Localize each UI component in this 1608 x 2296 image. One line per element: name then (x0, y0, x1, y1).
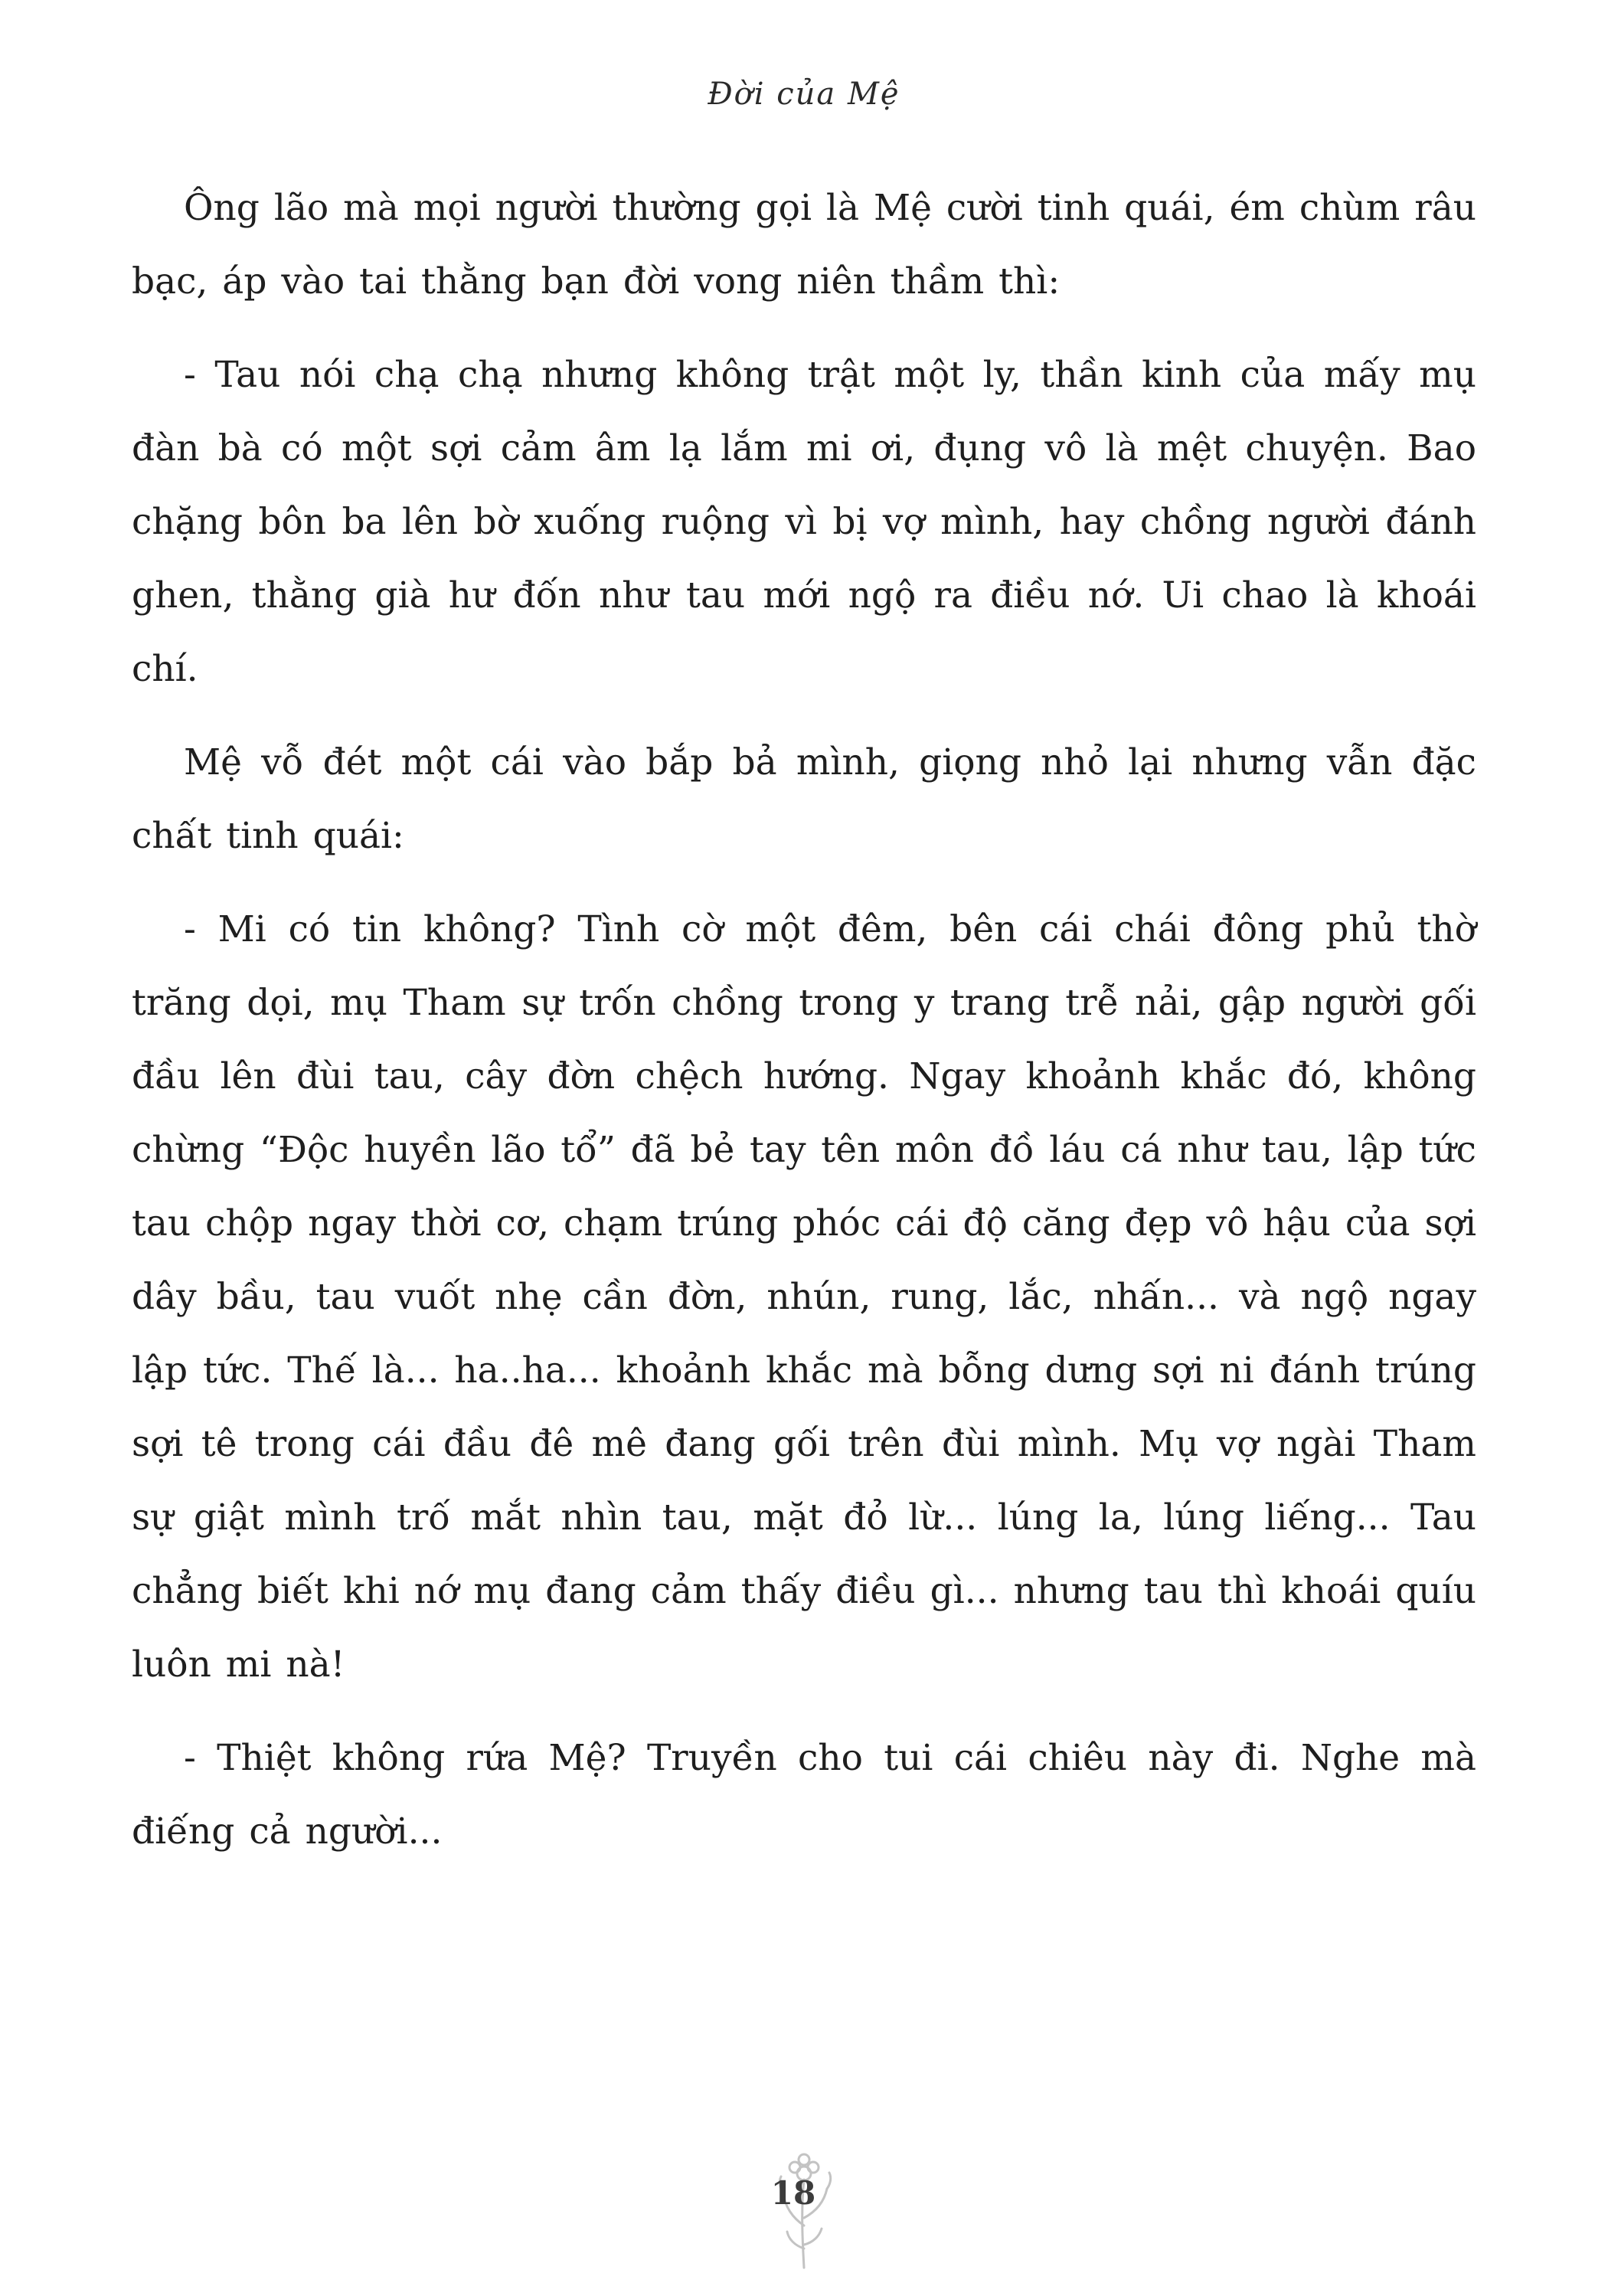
paragraph: Mệ vỗ đét một cái vào bắp bả mình, giọng nhỏ lại nhưng vẫn đặc chất tinh quái: (132, 741, 1476, 857)
paragraph: Ông lão mà mọi người thường gọi là Mệ cười tinh quái, ém chùm râu bạc, áp vào tai thằng bạn đời vong niên thầm thì: (132, 187, 1476, 303)
page-body (132, 172, 1476, 1869)
paragraph: - Thiệt không rứa Mệ? Truyền cho tui cái chiêu này đi. Nghe mà điếng cả người... (132, 1737, 1476, 1853)
page-footer (0, 2141, 1608, 2271)
paragraph: - Tau nói chạ chạ nhưng không trật một ly, thần kinh của mấy mụ đàn bà có một sợi cảm âm lạ lắm mi ơi, đụng vô là mệt chuyện. Bao chặng bôn ba lên bờ xuống ruộng vì bị vợ mình, hay chồng người đánh ghen, thằng già hư đốn như tau mới ngộ ra điều nớ. Ui chao là khoái chí. (132, 354, 1476, 690)
paragraph: - Mi có tin không? Tình cờ một đêm, bên cái chái đông phủ thờ trăng dọi, mụ Tham sự trốn chồng trong y trang trễ nải, gập người gối đầu lên đùi tau, cây đờn chệch hướng. Ngay khoảnh khắc đó, không chừng “Độc huyền lão tổ” đã bẻ tay tên môn đồ láu cá như tau, lập tức tau chộp ngay thời cơ, chạm trúng phóc cái độ căng đẹp vô hậu của sợi dây bầu, tau vuốt nhẹ cần đờn, nhún, rung, lắc, nhấn... và ngộ ngay lập tức. Thế là... ha..ha... khoảnh khắc mà bỗng dưng sợi ni đánh trúng sợi tê trong cái đầu đê mê đang gối trên đùi mình. Mụ vợ ngài Tham sự giật mình trố mắt nhìn tau, mặt đỏ lừ... lúng la, lúng liếng... Tau chẳng biết khi nớ mụ đang cảm thấy điều gì... nhưng tau thì khoái quíu luôn mi nà! (132, 908, 1476, 1686)
page-number: 18 (770, 2173, 816, 2212)
running-header: Đời của Mệ (708, 77, 900, 112)
